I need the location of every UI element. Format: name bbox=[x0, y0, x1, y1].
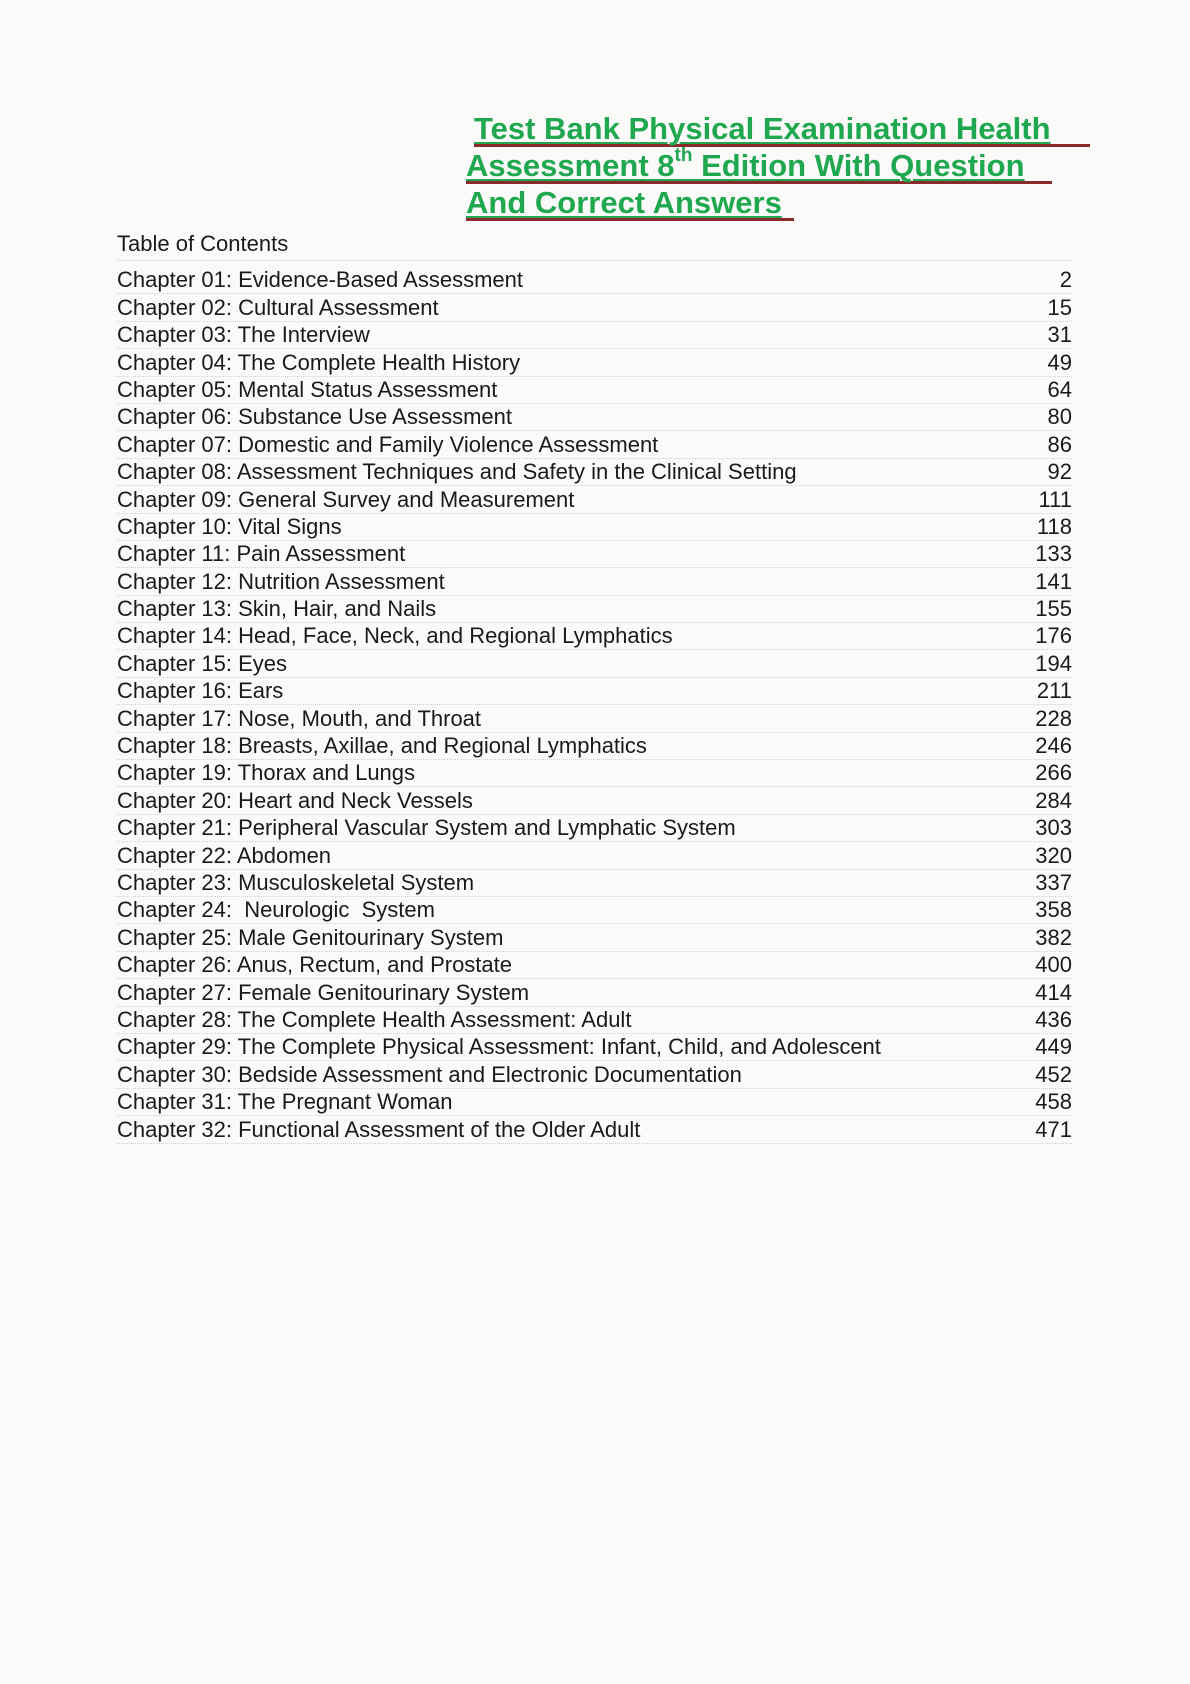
title-line-2-end: Edition With Question bbox=[692, 148, 1025, 183]
toc-entry[interactable] bbox=[117, 568, 1072, 595]
toc-entry[interactable] bbox=[117, 787, 1072, 814]
toc-entry-title: Chapter 21: Peripheral Vascular System and Lymphatic System bbox=[117, 815, 736, 841]
toc-entry-title: Chapter 30: Bedside Assessment and Electronic Documentation bbox=[117, 1061, 742, 1087]
toc-entry-page: 86 bbox=[1047, 431, 1072, 457]
toc-entry-page: 414 bbox=[1035, 979, 1072, 1005]
toc-entry-page: 194 bbox=[1035, 650, 1072, 676]
toc-entry-page: 111 bbox=[1038, 486, 1072, 512]
toc-entry-page: 452 bbox=[1035, 1061, 1072, 1087]
title-line-3 bbox=[466, 184, 1106, 221]
toc-entry[interactable] bbox=[117, 514, 1072, 541]
toc-entry[interactable] bbox=[117, 733, 1072, 760]
toc-entry[interactable] bbox=[117, 623, 1072, 650]
toc-entry[interactable] bbox=[117, 842, 1072, 869]
toc-entry-title: Chapter 02: Cultural Assessment bbox=[117, 294, 439, 320]
toc-entry-title: Chapter 08: Assessment Techniques and Safety in the Clinical Setting bbox=[117, 459, 797, 485]
toc-entry[interactable] bbox=[117, 349, 1072, 376]
toc-entry-title: Chapter 26: Anus, Rectum, and Prostate bbox=[117, 952, 513, 978]
toc-entry-title: Chapter 09: General Survey and Measurement bbox=[117, 486, 575, 512]
toc-entry-page: 320 bbox=[1035, 842, 1072, 868]
document-title bbox=[466, 110, 1106, 221]
toc-entry[interactable] bbox=[117, 459, 1072, 486]
toc-list bbox=[117, 267, 1072, 1144]
toc-entry-title: Chapter 10: Vital Signs bbox=[117, 513, 342, 539]
toc-entry-title: Chapter 04: The Complete Health History bbox=[117, 349, 521, 375]
toc-entry[interactable] bbox=[117, 596, 1072, 623]
toc-entry-page: 337 bbox=[1035, 869, 1072, 895]
toc-entry-title: Chapter 01: Evidence-Based Assessment bbox=[117, 267, 524, 293]
toc-entry-page: 471 bbox=[1035, 1116, 1072, 1142]
toc-entry-page: 141 bbox=[1035, 568, 1072, 594]
toc-entry-page: 382 bbox=[1035, 924, 1072, 950]
toc-entry[interactable] bbox=[117, 815, 1072, 842]
toc-entry-page: 2 bbox=[1059, 267, 1072, 293]
toc-entry-title: Chapter 25: Male Genitourinary System bbox=[117, 924, 504, 950]
toc-entry[interactable] bbox=[117, 541, 1072, 568]
toc-entry[interactable] bbox=[117, 267, 1072, 294]
toc-heading: Table of Contents bbox=[117, 230, 1072, 261]
toc-entry[interactable] bbox=[117, 1116, 1072, 1143]
toc-entry[interactable] bbox=[117, 952, 1072, 979]
toc-entry[interactable] bbox=[117, 1007, 1072, 1034]
toc-entry-title: Chapter 24: Neurologic System bbox=[117, 897, 435, 923]
toc-entry-page: 176 bbox=[1035, 623, 1072, 649]
toc-entry[interactable] bbox=[117, 705, 1072, 732]
toc-entry[interactable] bbox=[117, 486, 1072, 513]
toc-entry-title: Chapter 20: Heart and Neck Vessels bbox=[117, 787, 473, 813]
toc-entry-title: Chapter 03: The Interview bbox=[117, 322, 370, 348]
toc-entry-title: Chapter 14: Head, Face, Neck, and Regional Lymphatics bbox=[117, 623, 673, 649]
toc-entry-page: 64 bbox=[1047, 376, 1072, 402]
toc-entry[interactable] bbox=[117, 322, 1072, 349]
title-line-1 bbox=[466, 110, 1106, 147]
toc-entry[interactable] bbox=[117, 650, 1072, 677]
toc-entry-page: 358 bbox=[1035, 897, 1072, 923]
title-line-2-start: Assessment 8 bbox=[466, 148, 675, 183]
toc-entry-page: 118 bbox=[1036, 513, 1072, 539]
toc-entry-title: Chapter 28: The Complete Health Assessment: Adult bbox=[117, 1006, 632, 1032]
toc-entry-page: 303 bbox=[1035, 815, 1072, 841]
toc-entry-page: 211 bbox=[1036, 678, 1072, 704]
toc-entry-title: Chapter 31: The Pregnant Woman bbox=[117, 1089, 453, 1115]
toc-entry[interactable] bbox=[117, 1061, 1072, 1088]
toc-entry-title: Chapter 16: Ears bbox=[117, 678, 284, 704]
toc-entry-title: Chapter 07: Domestic and Family Violence Assessment bbox=[117, 431, 659, 457]
title-line-2-text bbox=[466, 144, 1025, 183]
toc-entry-page: 458 bbox=[1035, 1089, 1072, 1115]
toc-entry[interactable] bbox=[117, 870, 1072, 897]
toc-entry-page: 155 bbox=[1035, 596, 1072, 622]
toc-entry[interactable] bbox=[117, 1089, 1072, 1116]
toc-entry[interactable] bbox=[117, 377, 1072, 404]
toc-entry-page: 228 bbox=[1035, 705, 1072, 731]
title-line-3-text: And Correct Answers bbox=[466, 185, 782, 220]
toc-entry-page: 92 bbox=[1047, 459, 1072, 485]
toc-entry-page: 449 bbox=[1035, 1034, 1072, 1060]
toc-entry-title: Chapter 17: Nose, Mouth, and Throat bbox=[117, 705, 482, 731]
toc-entry-page: 266 bbox=[1035, 760, 1072, 786]
toc-entry-title: Chapter 18: Breasts, Axillae, and Regional Lymphatics bbox=[117, 733, 647, 759]
toc-entry-page: 400 bbox=[1035, 952, 1072, 978]
toc-entry[interactable] bbox=[117, 924, 1072, 951]
toc-entry-title: Chapter 06: Substance Use Assessment bbox=[117, 404, 512, 430]
toc-entry-title: Chapter 29: The Complete Physical Assessment: Infant, Child, and Adolescent bbox=[117, 1034, 881, 1060]
toc-entry[interactable] bbox=[117, 404, 1072, 431]
toc-entry[interactable] bbox=[117, 294, 1072, 321]
title-line-2 bbox=[466, 144, 1106, 184]
toc-entry-page: 284 bbox=[1035, 787, 1072, 813]
toc-entry[interactable] bbox=[117, 678, 1072, 705]
toc-entry-page: 31 bbox=[1047, 322, 1072, 348]
toc-entry[interactable] bbox=[117, 1034, 1072, 1061]
toc-entry-title: Chapter 13: Skin, Hair, and Nails bbox=[117, 596, 437, 622]
toc-entry-title: Chapter 05: Mental Status Assessment bbox=[117, 376, 498, 402]
toc-entry-page: 133 bbox=[1035, 541, 1072, 567]
toc-entry[interactable] bbox=[117, 760, 1072, 787]
toc-entry-title: Chapter 27: Female Genitourinary System bbox=[117, 979, 530, 1005]
toc-entry[interactable] bbox=[117, 431, 1072, 458]
title-superscript: th bbox=[674, 144, 693, 166]
toc-entry-title: Chapter 22: Abdomen bbox=[117, 842, 332, 868]
toc-entry[interactable] bbox=[117, 979, 1072, 1006]
toc-entry-title: Chapter 15: Eyes bbox=[117, 650, 287, 676]
toc-entry-page: 436 bbox=[1035, 1006, 1072, 1032]
toc-entry-title: Chapter 12: Nutrition Assessment bbox=[117, 568, 445, 594]
toc-entry-page: 246 bbox=[1035, 733, 1072, 759]
toc-entry-page: 80 bbox=[1047, 404, 1072, 430]
toc-entry[interactable] bbox=[117, 897, 1072, 924]
toc-entry-title: Chapter 32: Functional Assessment of the Older Adult bbox=[117, 1116, 641, 1142]
title-line-1-text: Test Bank Physical Examination Health bbox=[474, 111, 1051, 146]
toc-entry-title: Chapter 19: Thorax and Lungs bbox=[117, 760, 416, 786]
toc-entry-page: 49 bbox=[1047, 349, 1072, 375]
toc-entry-title: Chapter 23: Musculoskeletal System bbox=[117, 869, 475, 895]
toc-entry-title: Chapter 11: Pain Assessment bbox=[117, 541, 406, 567]
toc-entry-page: 15 bbox=[1047, 294, 1072, 320]
